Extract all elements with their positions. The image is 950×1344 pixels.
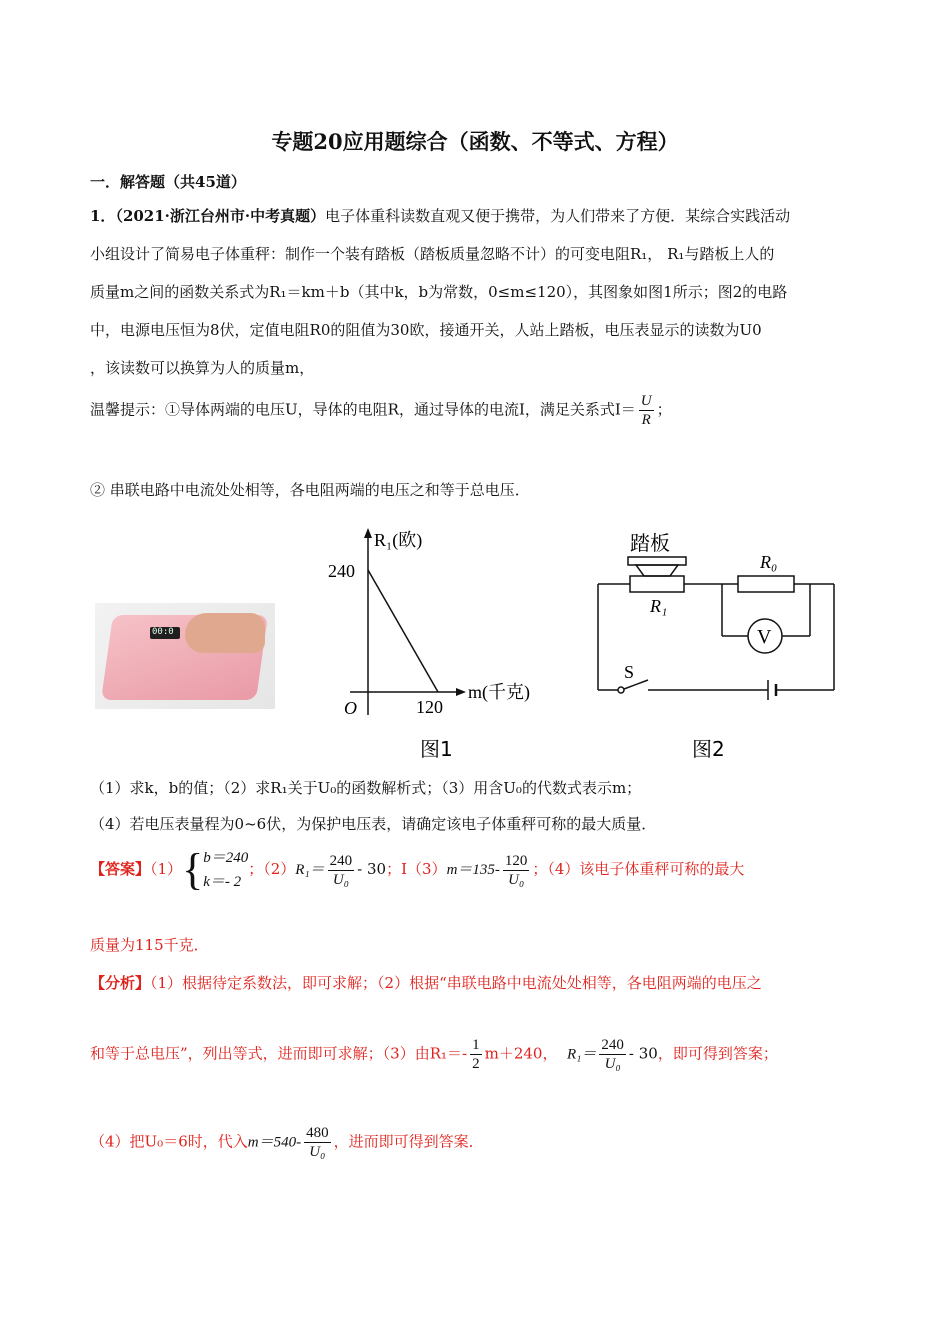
ohm-denominator: R: [641, 412, 651, 428]
question-number: 1．: [90, 207, 116, 225]
x-axis-arrow: [456, 688, 466, 696]
answer-part-2: ；（2）: [248, 860, 296, 878]
analysis-line-2: [90, 1036, 778, 1073]
figure-2-caption: 图2: [692, 737, 725, 761]
question-1-line-2: 小组设计了简易电子体重秤：制作一个装有踏板（踏板质量忽略不计）的可变电阻R₁， R₁与踏板上人的: [90, 245, 775, 263]
eq-b: b＝240: [203, 850, 249, 866]
foot: [185, 613, 265, 653]
sub-questions-2: （4）若电压表量程为0~6伏，为保护电压表，请确定该电子体重秤可称的最大质量．: [90, 815, 657, 833]
analysis-text-2b: m＋240，: [484, 1044, 558, 1063]
m-fraction: [503, 852, 530, 889]
answer-line-2: 质量为115千克．: [90, 936, 209, 954]
switch-pivot: [618, 687, 624, 693]
figure-2-circuit: [588, 520, 848, 770]
sub-questions-1: （1）求k，b的值；（2）求R₁关于U₀的函数解析式；（3）用含U₀的代数式表示m；: [90, 779, 642, 797]
question-1-line-4: 中，电源电压恒为8伏，定值电阻R0的阻值为30欧，接通开关，人站上踏板，电压表显示的读数为U0: [90, 321, 762, 339]
m-lhs: m＝135-: [446, 862, 500, 878]
y-tick-240: 240: [328, 561, 355, 581]
scale-photo: [95, 603, 275, 709]
r1-tail: - 30: [357, 860, 387, 878]
analysis-text-3b: ，进而即可得到答案．: [333, 1132, 484, 1151]
pedal-plate: [628, 557, 686, 565]
answer-part-3: ；I（3）: [386, 860, 447, 878]
answer-label: 【答案】: [90, 860, 151, 878]
analysis-r1-num: 240: [601, 1037, 624, 1053]
analysis-line-1: [90, 973, 762, 993]
tip-line-2: ② 串联电路中电流处处相等，各电阻两端的电压之和等于总电压．: [90, 481, 530, 499]
r1-num: 240: [329, 852, 353, 869]
analysis-text-2c: ，即可得到答案；: [657, 1044, 778, 1063]
question-1-line-1: [90, 206, 790, 226]
analysis-text-1: （1）根据待定系数法，即可求解；（2）根据“串联电路中电流处处相等，各电阻两端的电压之: [150, 974, 762, 992]
resistor-r0: [738, 576, 794, 592]
half-den: 2: [472, 1056, 480, 1072]
half-num: 1: [472, 1037, 480, 1053]
y-axis-arrow: [364, 528, 372, 538]
m-num: 120: [504, 852, 528, 869]
analysis-text-2a: 和等于总电压”，列出等式，进而即可求解；（3）由R₁＝-: [90, 1044, 468, 1063]
question-1-line-5: ，该读数可以换算为人的质量m，: [90, 359, 315, 377]
r1-fraction: [328, 852, 355, 889]
switch-label: S: [624, 662, 635, 682]
r0-label: R₀: [760, 552, 778, 572]
question-source: （2021·浙江台州市·中考真题）: [115, 207, 326, 225]
y-axis-label: R₁(欧): [374, 530, 423, 550]
origin-label: O: [344, 698, 357, 718]
analysis-r1-tail: - 30: [628, 1044, 658, 1063]
analysis-r1-den: U₀: [604, 1056, 621, 1072]
x-tick-120: 120: [416, 697, 443, 717]
figure-1-caption: 图1: [420, 737, 453, 761]
figure-1-graph: [320, 520, 560, 770]
section-heading: 一．解答题（共45道）: [90, 173, 246, 191]
equation-system: [203, 846, 248, 894]
tip-line-1: [90, 392, 672, 429]
system-brace: {: [182, 845, 204, 894]
analysis-line-3: [90, 1124, 484, 1161]
x-axis-label: m(千克): [468, 682, 530, 702]
tip-suffix: ；: [656, 400, 672, 419]
r1-den: U₀: [332, 871, 349, 888]
scale-display-readout: 00:0: [152, 627, 174, 637]
pedal-support: [636, 565, 678, 576]
r1-label: R₁: [650, 596, 668, 616]
analysis-m-fraction: [304, 1124, 331, 1161]
analysis-r1-fraction: [599, 1036, 626, 1073]
analysis-m-num: 480: [306, 1125, 329, 1141]
ohm-fraction: [639, 392, 654, 429]
analysis-label: 【分析】: [90, 974, 151, 992]
half-fraction: [470, 1036, 482, 1073]
question-1-line-3: 质量m之间的函数关系式为R₁＝km＋b（其中k，b为常数，0≤m≤120），其图象如图1所示；图2的电路: [90, 283, 788, 301]
answer-part-1: （1）: [150, 860, 183, 878]
resistor-r1: [630, 576, 684, 592]
answer-line-1: [90, 846, 744, 894]
analysis-m-lhs: m＝540-: [247, 1134, 302, 1151]
analysis-r1-lhs: R₁＝: [567, 1046, 597, 1063]
ohm-numerator: U: [640, 393, 652, 409]
pedal-label: 踏板: [630, 531, 670, 555]
tip-text: 温馨提示：①导体两端的电压U，导体的电阻R，通过导体的电流I，满足关系式I＝: [90, 400, 636, 419]
analysis-text-3a: （4）把U₀＝6时，代入: [90, 1132, 248, 1151]
answer-part-4: ；（4）该电子体重秤可称的最大: [532, 860, 745, 878]
page-title: 专题20应用题综合（函数、不等式、方程）: [271, 129, 679, 154]
analysis-m-den: U₀: [309, 1144, 326, 1160]
question-text: 电子体重科读数直观又便于携带，为人们带来了方便．某综合实践活动: [325, 207, 791, 225]
m-den: U₀: [508, 871, 525, 888]
function-line: [368, 570, 438, 692]
r1-lhs: R₁＝: [295, 862, 325, 878]
voltmeter-label: V: [757, 626, 772, 648]
eq-k: k＝- 2: [203, 874, 242, 890]
